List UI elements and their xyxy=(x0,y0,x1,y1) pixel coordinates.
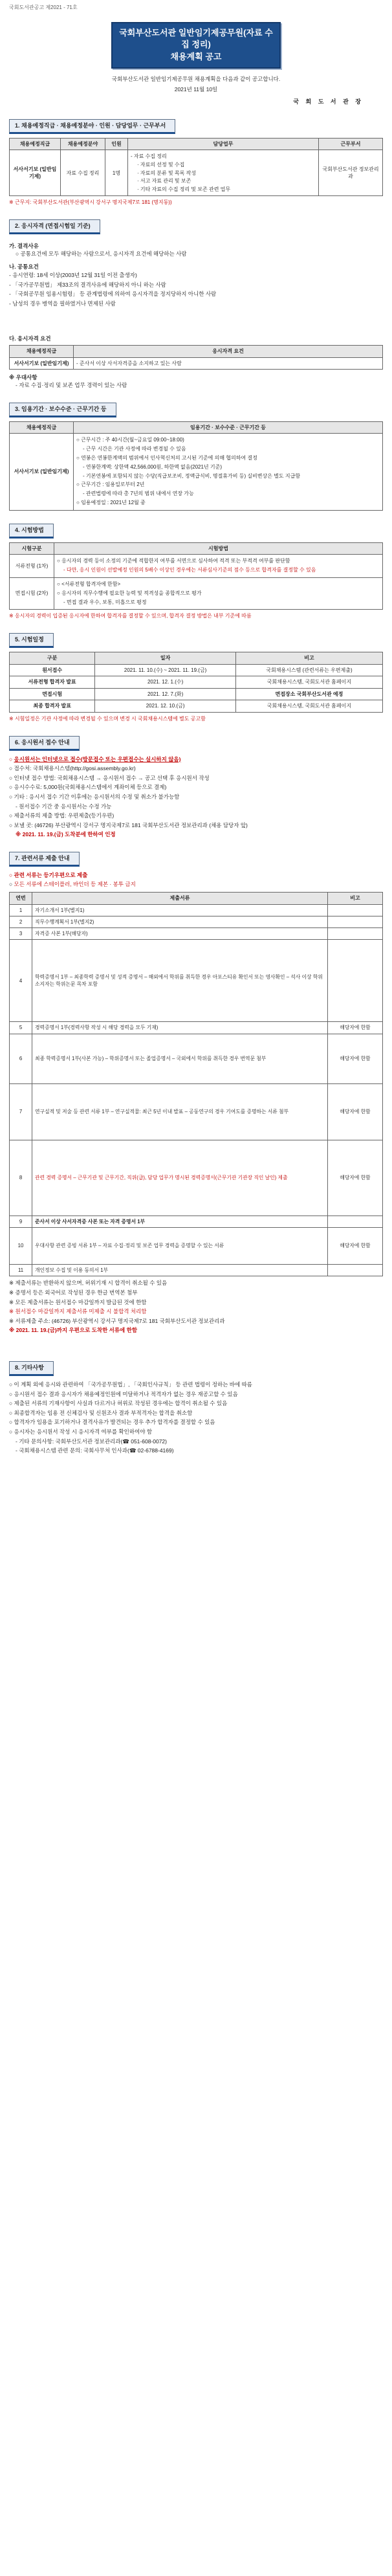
section-eligibility: 2. 응시자격 (면접시험일 기준) 가. 결격사유 ○ 공통요건에 모두 해당하는 사람으로서, 응시자격 요건에 해당하는 사람 나. 공통요건 - 응시연령: 18세 이상(2003년 12월 31일 이전 출생자) - 「국가공무원법」 제33조의 결격사유에 해당하지 아니 하는 사람 - 「국회공무원 임용시험령」 등 관계법령에 의하여 응시자격을 정지당하지 아니한 사람 - 남성의 경우 병역을 필하였거나 면제된 사람 xyxy=(9,219,383,309)
table-header: 비고 xyxy=(328,892,383,904)
grade-cell: 서사서기보 (일반임기제) xyxy=(10,150,61,196)
page xyxy=(9,0,383,1456)
method-cell: ○ <서류전형 합격자에 한함> ○ 응시자의 직무수행에 필요한 능력 및 적격성을 종합적으로 평가 - 면접 결과 우수, 보통, 미흡으로 평정 xyxy=(54,578,383,610)
method-item: 면접 결과 우수, 보통, 미흡으로 평정 xyxy=(66,599,147,605)
terms-item: 근무기간 : 임용일로부터 2년 xyxy=(81,482,145,488)
table-header: 근무부서 xyxy=(319,138,383,150)
others-item: 제출된 서류의 기재사항이 사실과 다르거나 허위로 작성된 경우에는 합격이 취소될 수 있음 xyxy=(14,1400,228,1407)
banner-title-line2: 채용계획 공고 xyxy=(170,52,222,62)
doc-ref xyxy=(328,1265,383,1276)
doc-ref xyxy=(328,1216,383,1227)
exam-note: ※ 응시자의 경력이 입증된 응시자에 한하여 합격자를 결정할 수 있으며, 합격자 결정 방법은 내부 기준에 따름 xyxy=(9,613,252,619)
table-row xyxy=(10,904,383,916)
section-title: 3. 임용기간 · 보수수준 · 근무기간 등 xyxy=(9,403,116,417)
schedule-table xyxy=(9,652,383,713)
doc-ref xyxy=(328,928,383,940)
method-item: <서류전형 합격자에 한함> xyxy=(61,581,121,588)
section-title: 6. 응시원서 접수 안내 xyxy=(9,736,80,751)
section-title: 2. 응시자격 (면접시험일 기준) xyxy=(9,219,100,234)
table-header: 일자 xyxy=(95,652,236,665)
table-header: 채용예정직급 xyxy=(10,421,74,434)
schedule-date: 2021. 12. 10.(금) xyxy=(95,700,236,713)
table-row xyxy=(10,578,383,610)
table-row xyxy=(10,1265,383,1276)
terms-cell: ○ 근무시간 : 주 40시간(월~금요일 09:00~18:00) - 근무 시간은 기관 사정에 따라 변경될 수 있음 ○ 연봉은 연봉한계액의 범위에서 인사혁신처의 고시된 기준에 의해 협의하여 결정 - 연봉한계액: 상한액 42,566,000원, 하한액 없음(2021년 기준) - 기본연봉에 포함되지 않는 수당(직급보조비, 정액급식비, 명절휴가비 등) 실비변상은 별도 지급함 ○ 근무기간 : 임용일로부터 2년 - 관련법령에 따라 총 7년의 범위 내에서 연장 가능 ○ 임용예정일 : 2021년 12월 중 xyxy=(74,434,383,510)
requirement-item: 「국회공무원 임용시험령」 등 관계법령에 의하여 응시자격을 정지당하지 아니한 사람 xyxy=(12,291,217,298)
duties-cell: - 자료 수집 정리 · 자료의 선정 및 수집 · 자료의 분류 및 목록 작성 · 서고 자료 관리 및 보존 · 기타 자료의 수집 정리 및 보존 관련 업무 xyxy=(128,150,319,196)
section-title: 1. 채용예정직급 · 채용예정분야 · 인원 · 담당업무 · 근무부서 xyxy=(9,119,175,134)
preference-title: ※ 우대사항 xyxy=(9,374,38,381)
subsection-title: 다. 응시자격 요건 xyxy=(9,335,51,342)
table-header: 채용예정직급 xyxy=(10,138,61,150)
schedule-note: 면접장소 국회부산도서관 예정 xyxy=(235,688,382,700)
application-item: 기타 : 응시서 접수 기간 이후에는 응시원서의 수정 및 취소가 불가능함 xyxy=(14,794,180,801)
subsection-title: 가. 결격사유 xyxy=(9,243,39,250)
table-header: 응시자격 요건 xyxy=(74,345,383,357)
banner-title-line1: 국회부산도서관 일반임기제공무원(자료 수집 정리) xyxy=(119,27,273,50)
terms-item: 임용예정일 : 2021년 12월 중 xyxy=(81,499,146,505)
doc-text: 자기소개서 1부(별지1) xyxy=(32,904,328,916)
application-item: 제출서류의 제출 방법: 우편제출(등기우편) xyxy=(14,812,114,819)
doc-text: 개인정보 수집 및 이용 동의서 1부 xyxy=(32,1265,328,1276)
doc-num: 10 xyxy=(10,1228,32,1265)
table-header: 구분 xyxy=(10,652,95,665)
dept-cell: 국회부산도서관 정보관리과 xyxy=(319,150,383,196)
terms-table xyxy=(9,421,383,511)
others-item: 합격자가 임용을 포기하거나 결격사유가 발견되는 경우 추가 합격자를 결정할 수 있음 xyxy=(14,1419,215,1426)
table-row xyxy=(10,700,383,713)
schedule-date: 2021. 11. 10.(수) ~ 2021. 11. 19.(금) xyxy=(95,664,236,676)
doc-num: 6 xyxy=(10,1034,32,1083)
schedule-name: 서류전형 합격자 발표 xyxy=(10,676,95,689)
application-item: 접수처: 국회채용시스템(http://gosi.assembly.go.kr) xyxy=(14,765,136,772)
application-item: 응시원서는 인터넷으로 접수(방문접수 또는 우편접수는 실시하지 않음) xyxy=(14,755,181,762)
table-row xyxy=(10,676,383,689)
method-item: 다만, 응시 인원이 선발예정 인원의 5배수 이상인 경우에는 서류심사기준의 점수 등으로 합격자를 결정할 수 있음 xyxy=(66,567,316,573)
doc-ref: 해당자에 한함 xyxy=(328,1034,383,1083)
terms-item: 근무 시간은 기관 사정에 따라 변경될 수 있음 xyxy=(85,446,186,452)
schedule-name: 면접시험 xyxy=(10,688,95,700)
doc-ref xyxy=(328,904,383,916)
documents-note: ※ 원서접수 마감일까지 제출서류 미제출 시 불합격 처리함 xyxy=(9,1308,147,1315)
duty-item: 자료의 분류 및 목록 작성 xyxy=(140,170,197,176)
documents-intro: 관련 서류는 등기우편으로 제출 xyxy=(14,871,88,878)
doc-num: 7 xyxy=(10,1083,32,1140)
others-item: 응시자는 응시원서 작성 시 응시자격 여부를 확인하여야 함 xyxy=(14,1428,153,1435)
section-terms xyxy=(9,403,383,511)
table-header: 비고 xyxy=(235,652,382,665)
doc-text: 자격증 사본 1부(해당자) xyxy=(32,928,328,940)
section-qualification: 다. 응시자격 요건 채용예정직급 응시자격 요건 서사서기보 (일반임기제) - 준사서 이상 사서자격증을 소지하고 있는 사람 ※ 우대사항 - 자료 수집·정리 및 보존 업무 경력이 있는 사람 xyxy=(9,335,383,390)
schedule-name: 최종 합격자 발표 xyxy=(10,700,95,713)
doc-ref xyxy=(328,916,383,927)
application-item: 원서접수 기간 중 응시원서는 수정 가능 xyxy=(19,803,112,810)
section-positions xyxy=(9,119,383,206)
section-title: 8. 기타사항 xyxy=(9,1361,54,1376)
documents-note: ※ 모든 제출서류는 원서접수 마감일까지 발급된 것에 한함 xyxy=(9,1298,147,1305)
terms-item: 연봉한계액: 상한액 42,566,000원, 하한액 없음(2021년 기준) xyxy=(85,463,222,470)
doc-text: 우대사항 관련 증빙 서류 1부 – 자료 수집·정리 및 보존 업무 경력을 증명할 수 있는 서류 xyxy=(32,1228,328,1265)
table-row xyxy=(10,1228,383,1265)
schedule-date: 2021. 12. 1.(수) xyxy=(95,676,236,689)
doc-num: 8 xyxy=(10,1140,32,1216)
method-item: 응시자의 경력 등이 소정의 기준에 적합한지 여부를 서면으로 심사하여 적격 또는 부적격 여부를 판단함 xyxy=(61,558,290,564)
requirement-item: 남성의 경우 병역을 필하였거나 면제된 사람 xyxy=(12,300,116,307)
doc-num: 3 xyxy=(10,928,32,940)
duty-item: 서고 자료 관리 및 보존 xyxy=(140,178,191,184)
table-header: 연번 xyxy=(10,892,32,904)
table-header: 시험방법 xyxy=(54,542,383,555)
stage-cell: 서류전형 (1차) xyxy=(10,555,54,578)
doc-text: 직무수행계획서 1부(별지2) xyxy=(32,916,328,927)
doc-ref: 해당자에 한함 xyxy=(328,1022,383,1034)
table-row xyxy=(10,940,383,1022)
doc-text: 관련 경력 증명서 – 근무기관 및 근무기간, 직위(급), 담당 업무가 명시된 경력증명서(근무기관 기관장 직인 날인) 제출 xyxy=(32,1140,328,1216)
schedule-note: 국회채용시스템, 국회도서관 홈페이지 xyxy=(235,700,382,713)
subsection-title: 나. 공통요건 xyxy=(9,263,39,270)
doc-num: 1 xyxy=(10,904,32,916)
application-deadline: ※ 2021. 11. 19.(금) 도착분에 한하여 인정 xyxy=(16,831,116,838)
table-header: 인원 xyxy=(105,138,128,150)
schedule-note: 국회채용시스템 (관련서류는 우편제출) xyxy=(235,664,382,676)
terms-item: 연봉은 연봉한계액의 범위에서 인사혁신처의 고시된 기준에 의해 협의하여 결정 xyxy=(81,455,257,461)
terms-item: 관련법령에 따라 총 7년의 범위 내에서 연장 가능 xyxy=(85,491,194,497)
requirement-item: 「국가공무원법」 제33조의 결격사유에 해당하지 아니 하는 사람 xyxy=(12,281,166,288)
table-row xyxy=(10,688,383,700)
others-item: 응시원서 접수 결과 응시자가 채용예정인원에 미달하거나 적격자가 없는 경우 재공고할 수 있음 xyxy=(14,1390,238,1397)
duty-item: 자료의 선정 및 수집 xyxy=(140,162,185,168)
doc-num: 9 xyxy=(10,1216,32,1227)
others-item: 이 계획 외에 응시와 관련하여 「국가공무원법」, 「국회인사규칙」 등 관련 법령이 정하는 바에 따름 xyxy=(14,1381,253,1388)
table-row xyxy=(10,928,383,940)
requirement-item: 응시연령: 18세 이상(2003년 12월 31일 이전 출생자) xyxy=(12,272,137,279)
doc-ref: 해당자에 한함 xyxy=(328,1140,383,1216)
requirement-text: 준사서 이상 사서자격증을 소지하고 있는 사람 xyxy=(79,360,182,366)
field-cell: 자료 수집 정리 xyxy=(61,150,105,196)
doc-num: 4 xyxy=(10,940,32,1022)
doc-num: 11 xyxy=(10,1265,32,1276)
application-item: 응시수수료: 5,000원(국회채용시스템에서 계좌이체 등으로 결제) xyxy=(14,784,167,791)
table-row xyxy=(10,150,383,196)
table-row xyxy=(10,1022,383,1034)
schedule-note: 국회채용시스템, 국회도서관 홈페이지 xyxy=(235,676,382,689)
eligibility-text: 공통요건에 모두 해당하는 사람으로서, 응시자격 요건에 해당하는 사람 xyxy=(20,250,187,258)
application-item: 보낼 곳: (46726) 부산광역시 강서구 명지국제7로 181 국회부산도서관 정보관리과 (채용 담당자 앞) xyxy=(14,821,248,828)
doc-ref xyxy=(328,940,383,1022)
table-row xyxy=(10,434,383,510)
section-application: 6. 응시원서 접수 안내 ○ 응시원서는 인터넷으로 접수(방문접수 또는 우편접수는 실시하지 않음) ○ 접수처: 국회채용시스템(http://gosi.assembly.go.kr) ○ 인터넷 접수 방법: 국회채용시스템 → 응시원서 접수 → 공고 선택 후 응시원서 작성 ○ 응시수수료: 5,000원(국회채용시스템에서 계좌이체 등으로 결제) ○ 기타 : 응시서 접수 기간 이후에는 응시원서의 수정 및 취소가 불가능함 - 원서접수 기간 중 응시원서는 수정 가능 ○ 제출서류의 제출 방법: 우편제출(등기우편) ○ 보낼 곳: (46726) 부산광역시 강서구 명지국제7로 181 국회부산도서관 정보관리과 (채용 담당자 앞) ※ 2021. 11. 19.(금) 도착분에 한하여 인정 xyxy=(9,736,383,839)
documents-note: ※ 서류제출 주소: (46726) 부산광역시 강서구 명지국제7로 181 국회부산도서관 정보관리과 xyxy=(9,1317,225,1324)
section-schedule xyxy=(9,633,383,723)
documents-note: ※ 증명서 등은 외국어로 작성된 경우 한글 번역본 첨부 xyxy=(9,1289,138,1296)
doc-text: 준사서 이상 사서자격증 사본 또는 자격 증명서 1부 xyxy=(32,1216,328,1227)
terms-item: 근무시간 : 주 40시간(월~금요일 09:00~18:00) xyxy=(81,437,184,443)
table-row xyxy=(10,555,383,578)
requirement-cell: - 준사서 이상 사서자격증을 소지하고 있는 사람 xyxy=(74,357,383,370)
others-item: 기타 문의사항: 국회부산도서관 정보관리과(☎ 051-608-0072) xyxy=(19,1438,167,1445)
table-row xyxy=(10,664,383,676)
table-row xyxy=(10,916,383,927)
documents-intro: 모든 서류에 스테이플러, 바인더 등 제본 · 봉투 금지 xyxy=(14,881,136,888)
schedule-date: 2021. 12. 7.(화) xyxy=(95,688,236,700)
method-cell: ○ 응시자의 경력 등이 소정의 기준에 적합한지 여부를 서면으로 심사하여 적격 또는 부적격 여부를 판단함 - 다만, 응시 인원이 선발예정 인원의 5배수 이상인 경우에는 서류심사기준의 점수 등으로 합격자를 결정할 수 있음 xyxy=(54,555,383,578)
section-title: 4. 시험방법 xyxy=(9,524,54,539)
grade-cell: 서사서기보 (일반임기제) xyxy=(10,357,74,370)
doc-num: 2 xyxy=(10,916,32,927)
duty-item: 자료 수집 정리 xyxy=(133,153,167,160)
others-item: 최종합격자는 임용 전 신체검사 및 신원조사 결과 부적격자는 합격을 취소함 xyxy=(14,1409,193,1416)
positions-table xyxy=(9,138,383,197)
table-row xyxy=(10,1034,383,1083)
doc-ref: 해당자에 한함 xyxy=(328,1083,383,1140)
section-others: 8. 기타사항 ○ 이 계획 외에 응시와 관련하여 「국가공무원법」, 「국회인사규칙」 등 관련 법령이 정하는 바에 따름 ○ 응시원서 접수 결과 응시자가 채용예정인원에 미달하거나 적격자가 없는 경우 재공고할 수 있음 ○ 제출된 서류의 기재사항이 사실과 다르거나 허위로 작성된 경우에는 합격이 취소될 수 있음 ○ 최종합격자는 임용 전 신체검사 및 신원조사 결과 부적격자는 합격을 취소함 ○ 합격자가 임용을 포기하거나 결격사유가 발견되는 경우 추가 합격자를 결정할 수 있음 ○ 응시자는 응시원서 작성 시 응시자격 여부를 확인하여야 함 - 기타 문의사항: 국회부산도서관 정보관리과(☎ 051-608-0072) - 국회채용시스템 관련 문의: 국회사무처 인사과(☎ 02-6788-4169) xyxy=(9,1361,383,1456)
section-title: 5. 시험일정 xyxy=(9,633,54,648)
table-row xyxy=(10,1083,383,1140)
documents-note: ※ 2021. 11. 19.(금)까지 우편으로 도착한 서류에 한함 xyxy=(9,1327,138,1334)
duty-item: 기타 자료의 수집 정리 및 보존 관련 업무 xyxy=(140,186,231,192)
terms-item: 기본연봉에 포함되지 않는 수당(직급보조비, 정액급식비, 명절휴가비 등) 실비변상은 별도 지급함 xyxy=(85,472,301,479)
intro-text: 국회부산도서관 일반임기제공무원 채용계획을 다음과 같이 공고합니다. xyxy=(111,76,281,83)
grade-cell: 서사서기보 (일반임기제) xyxy=(10,434,74,510)
section-exam-method xyxy=(9,524,383,620)
doc-ref: 해당자에 한함 xyxy=(328,1228,383,1265)
title-banner xyxy=(111,22,281,69)
section-title: 7. 관련서류 제출 안내 xyxy=(9,852,80,867)
application-item: 인터넷 접수 방법: 국회채용시스템 → 응시원서 접수 → 공고 선택 후 응시원서 작성 xyxy=(14,774,210,781)
preference-text: 자료 수집·정리 및 보존 업무 경력이 있는 사람 xyxy=(19,382,127,389)
stage-cell: 면접시험 (2차) xyxy=(10,578,54,610)
doc-num: 5 xyxy=(10,1022,32,1034)
doc-text: 연구실적 및 저술 등 관련 서류 1부 – 연구실적물: 최근 5년 이내 발표 – 공동연구의 경우 기여도를 증명하는 서류 첨부 xyxy=(32,1083,328,1140)
workplace-note: ※ 근무지: 국회부산도서관(부산광역시 강서구 명지국제7로 181 (명지동)) xyxy=(9,199,172,206)
table-header: 제출서류 xyxy=(32,892,328,904)
table-row xyxy=(10,357,383,370)
section-documents: 7. 관련서류 제출 안내 ○ 관련 서류는 등기우편으로 제출 ○ 모든 서류에 스테이플러, 바인더 등 제본 · 봉투 금지 연번 제출서류 비고 1 자기소개서 1부(별지1) 2 직무수행계획서 1부(별지2) 3 자격증 사본 1부(해당자) 4 학력증명서 1부 – 최종학력 증명서 및 성적 증명서 – 해외에서 학위를 취득한 경우 아포스티유 확인서 또는 영사확인 – 석사 이상 학위 소지자는 학위논문 목차 포함 5 경력증명서 1부(경력사항 작성 시 해당 경력을 모두 기재) 해당자에 한함 6 최종 학력증명서 1부(사본 가능) – 학위증명서 또는 졸업증명서 – 국외에서 학위를 취득한 경우 번역문 첨부 해당자에 한함 7 연구실적 및 저술 등 관련 서류 1부 – 연구실적물: 최근 5년 이내 발표 – 공동연구의 경우 기여도를 증명하는 서류 첨부 해당자에 한함 8 관련 경력 증명서 – 근무기관 및 근무기간, 직위(급), 담당 업무가 명시된 경력증명서(근무기관 기관장 직인 날인) 제출 해당자에 한함 9 준사서 이상 사서자격증 사본 또는 자격 증명서 1부 10 우대사항 관련 증빙 서류 1부 – 자료 수집·정리 및 보존 업무 경력을 증명할 수 있는 서류 해당자에 한함 11 개인정보 수집 및 이용 동의서 1부 ※ 제출서류는 반환하지 않으며, 허위기재 시 합격이 취소될 수 있음 ※ 증명서 등은 외국어로 작성된 경우 한글 번역본 첨부 ※ 모든 제출서류는 원서접수 마감일까지 발급된 것에 한함 ※ 원서접수 마감일까지 제출서류 미제출 시 불합격 처리함 ※ 서류제출 주소: (46726) 부산광역시 강서구 명지국제7로 181 국회부산도서관 정보관리과 ※ 2021. 11. 19.(금)까지 우편으로 도착한 서류에 한함 xyxy=(9,852,383,1335)
table-header: 담당업무 xyxy=(128,138,319,150)
table-row xyxy=(10,1216,383,1227)
table-header: 시험구분 xyxy=(10,542,54,555)
exam-method-table xyxy=(9,542,383,610)
count-cell: 1명 xyxy=(105,150,128,196)
announcement-ref: 국회도서관공고 제2021 - 71호 xyxy=(9,5,78,10)
schedule-note-text: ※ 시험일정은 기관 사정에 따라 변경될 수 있으며 변경 시 국회채용시스템에 별도 공고함 xyxy=(9,716,206,722)
doc-text: 경력증명서 1부(경력사항 작성 시 해당 경력을 모두 기재) xyxy=(32,1022,328,1034)
others-item: 국회채용시스템 관련 문의: 국회사무처 인사과(☎ 02-6788-4169) xyxy=(19,1447,174,1454)
documents-table xyxy=(9,892,383,1276)
qualification-table xyxy=(9,345,383,370)
method-item: 응시자의 직무수행에 필요한 능력 및 적격성을 종합적으로 평가 xyxy=(61,590,202,596)
announcement-date: 2021년 11월 10일 xyxy=(174,86,218,93)
table-header: 임용기간 · 보수수준 · 근무기간 등 xyxy=(74,421,383,434)
documents-note: ※ 제출서류는 반환하지 않으며, 허위기재 시 합격이 취소될 수 있음 xyxy=(9,1280,168,1287)
doc-text: 최종 학력증명서 1부(사본 가능) – 학위증명서 또는 졸업증명서 – 국외에서 학위를 취득한 경우 번역문 첨부 xyxy=(32,1034,328,1083)
issuer: 국 회 도 서 관 장 xyxy=(293,98,364,105)
table-row xyxy=(10,1140,383,1216)
table-header: 채용예정직급 xyxy=(10,345,74,357)
table-header: 채용예정분야 xyxy=(61,138,105,150)
doc-text: 학력증명서 1부 – 최종학력 증명서 및 성적 증명서 – 해외에서 학위를 취득한 경우 아포스티유 확인서 또는 영사확인 – 석사 이상 학위 소지자는 학위논문 목차 포함 xyxy=(32,940,328,1022)
schedule-name: 원서접수 xyxy=(10,664,95,676)
